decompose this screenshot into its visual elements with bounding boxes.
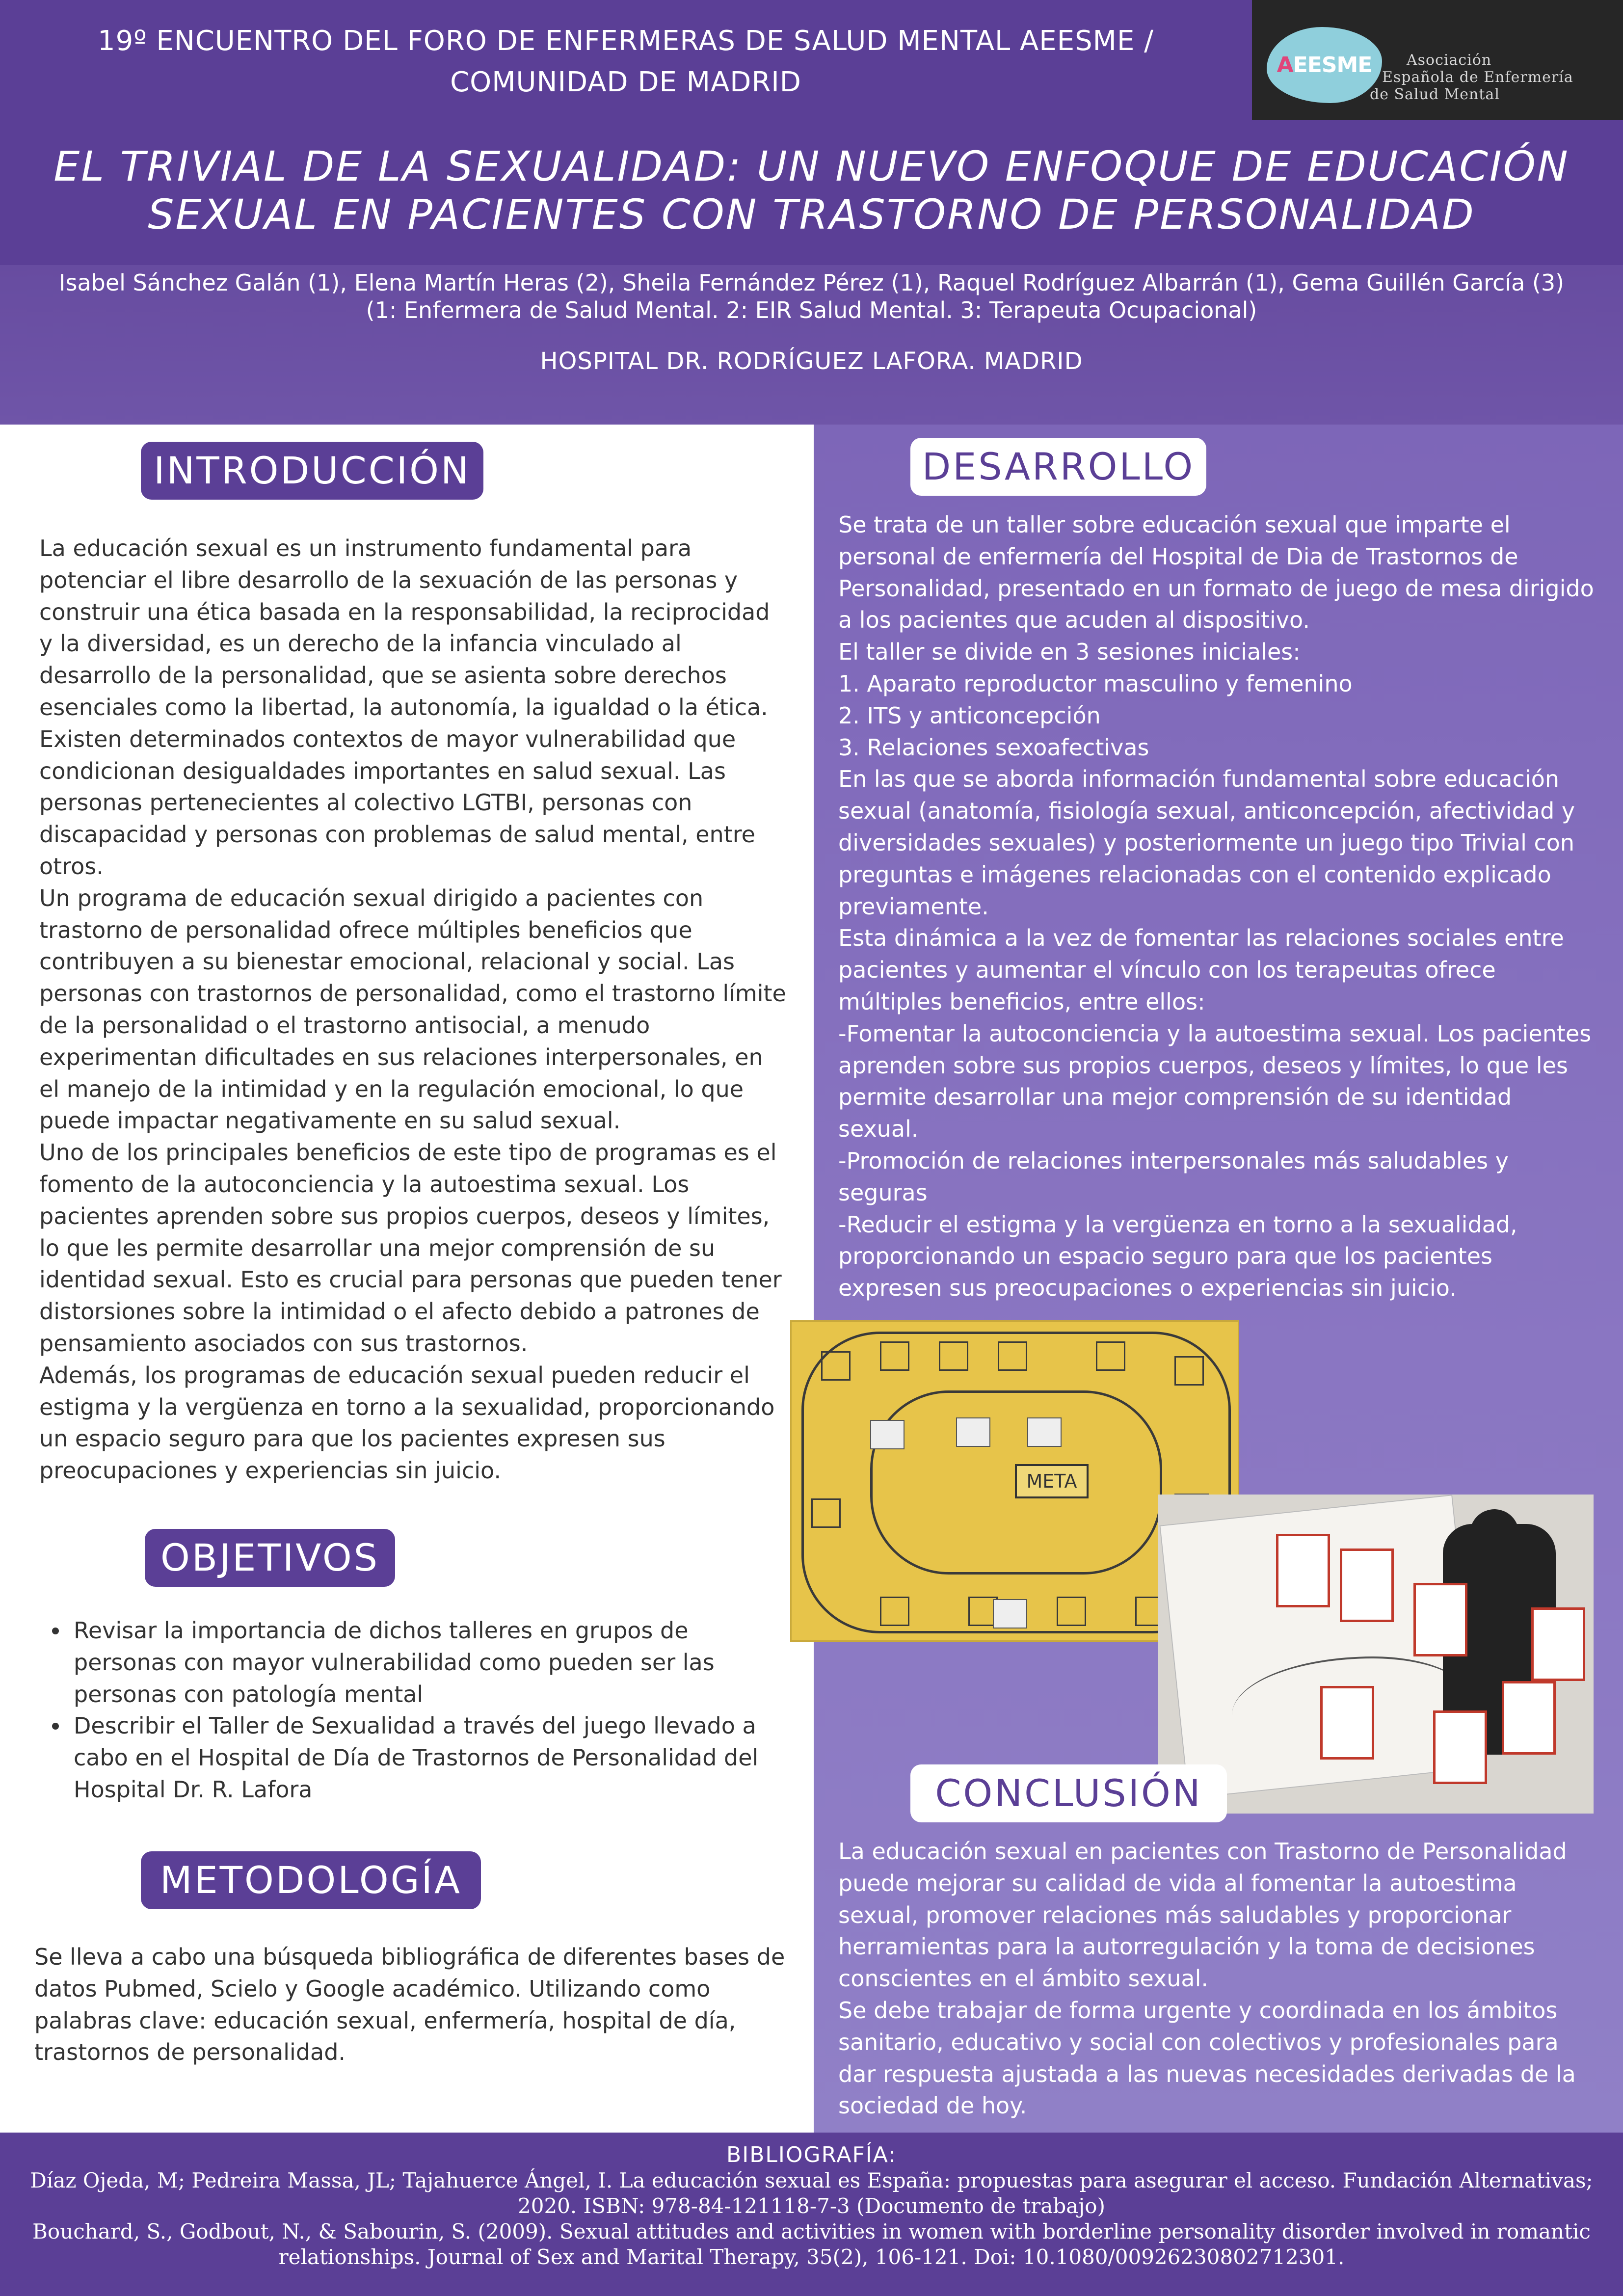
board-cell [880,1341,909,1371]
board-image-card [956,1417,990,1447]
conclusion-body [838,1836,1594,2122]
question-card [1433,1710,1487,1784]
objetivos-list [34,1615,785,1806]
desarrollo-line: -Reducir el estigma y la vergüenza en torno a la sexualidad, proporcionando un espacio seguro para que los pacientes expresen sus preocupaciones o experiencias sin juicio. [838,1211,1517,1302]
title-line-2: SEXUAL EN PACIENTES CON TRASTORNO DE PERSONALIDAD [148,190,1475,239]
question-card [1531,1607,1585,1681]
event-line-1: 19º ENCUENTRO DEL FORO DE ENFERMERAS DE SALUD MENTAL AEESME / [97,25,1154,57]
bibliografia-footer [0,2133,1623,2296]
poster-header [0,0,1623,425]
conclusion-heading: CONCLUSIÓN [910,1764,1227,1822]
desarrollo-line: 3. Relaciones sexoafectivas [838,734,1149,761]
desarrollo-line: -Promoción de relaciones interpersonales más saludables y seguras [838,1147,1509,1206]
board-cell [880,1597,909,1626]
objetivos-heading: OBJETIVOS [145,1529,395,1587]
board-cell [1174,1356,1204,1386]
introduccion-paragraph: Uno de los principales beneficios de este tipo de programas es el fomento de la autoconciencia y la autoestima sexual. Los pacientes aprenden sobre sus propios cuerpos, deseos y límites, lo que les permite desarrollar una mejor comprensión de su identidad sexual. Esto es crucial para personas que pueden tener distorsiones sobre la intimidad o el afecto debido a patrones de pensamiento asociados con sus trastornos. [39,1139,782,1357]
event-name [44,21,1207,103]
desarrollo-line: En las que se aborda información fundamental sobre educación sexual (anatomía, fisiología sexual, anticoncepción, afectividad y diversidades sexuales) y posteriormente un juego tipo Trivial con preguntas e imágenes relacionadas con el contenido explicado previamente. [838,766,1575,920]
board-meta-label: META [1015,1464,1089,1498]
anatomy-board-photo [1158,1495,1594,1814]
author-list: Isabel Sánchez Galán (1), Elena Martín Heras (2), Sheila Fernández Pérez (1), Raquel Rodríguez Albarrán (1), Gema Guillén García (3) [58,269,1565,296]
question-card [1320,1686,1374,1760]
board-image-card [993,1599,1027,1629]
logo-mark-first: A [1277,53,1293,78]
introduccion-paragraph: La educación sexual es un instrumento fundamental para potenciar el libre desarrollo de la sexuación de las personas y construir una ética basada en la responsabilidad, la reciprocidad y la diversidad, es un derecho de la infancia vinculado al desarrollo de la personalidad, que se asienta sobre derechos esenciales como la libertad, la autonomía, la igualdad o la ética. [39,535,770,721]
board-cell [811,1498,841,1528]
desarrollo-line: 2. ITS y anticoncepción [838,702,1101,729]
authors [29,269,1594,324]
board-cell [1057,1597,1086,1626]
objetivo-item: Describir el Taller de Sexualidad a través del juego llevado a cabo en el Hospital de Día de Trastornos de Personalidad del Hospital Dr. R. Lafora [34,1710,785,1805]
conclusion-paragraph: Se debe trabajar de forma urgente y coordinada en los ámbitos sanitario, educativo y social con colectivos y profesionales para dar respuesta ajustada a las nuevas necesidades derivadas de la sociedad de hoy. [838,1997,1576,2119]
board-cell [939,1341,968,1371]
metodologia-body: Se lleva a cabo una búsqueda bibliográfica de diferentes bases de datos Pubmed, Scielo y Google académico. Utilizando como palabras clave: educación sexual, enfermería, hospital de día, trastornos de personalidad. [34,1944,785,2066]
desarrollo-body [838,509,1594,1304]
bibliografia-entry: Díaz Ojeda, M; Pedreira Massa, JL; Tajahuerce Ángel, I. La educación sexual es España: propuestas para asegurar el acceso. Fundación Alternativas; 2020. ISBN: 978-84-121118-7-3 (Documento de trabajo) [30,2168,1593,2218]
logo-mark [1267,53,1382,78]
desarrollo-line: -Fomentar la autoconciencia y la autoestima sexual. Los pacientes aprenden sobre sus propios cuerpos, deseos y límites, lo que les permite desarrollar una mejor comprensión de su identidad sexual. [838,1020,1592,1143]
desarrollo-heading: DESARROLLO [910,438,1206,496]
bibliografia-heading: BIBLIOGRAFÍA: [726,2142,897,2167]
desarrollo-line: Esta dinámica a la vez de fomentar las relaciones sociales entre pacientes y aumentar el vínculo con los terapeutas ofrece múltiples beneficios, entre ellos: [838,925,1564,1015]
event-line-2: COMUNIDAD DE MADRID [450,66,801,98]
question-card [1413,1583,1467,1656]
author-affiliations: (1: Enfermera de Salud Mental. 2: EIR Salud Mental. 3: Terapeuta Ocupacional) [366,297,1257,323]
metodologia-heading: METODOLOGÍA [141,1851,481,1909]
introduccion-paragraph: Existen determinados contextos de mayor vulnerabilidad que condicionan desigualdades importantes en salud sexual. Las personas pertenecientes al colectivo LGTBI, personas con discapacidad y personas con problemas de salud mental, entre otros. [39,725,755,880]
poster-title [44,142,1579,239]
logo-text-line-1: Asociación [1407,52,1492,69]
introduccion-body [39,533,790,1487]
introduccion-heading: INTRODUCCIÓN [141,442,483,500]
desarrollo-line: Se trata de un taller sobre educación sexual que imparte el personal de enfermería del Hospital de Dia de Trastornos de Personalidad, presentado en un formato de juego de mesa dirigido a los pacientes que acuden al dispositivo. [838,511,1594,634]
introduccion-paragraph: Un programa de educación sexual dirigido a pacientes con trastorno de personalidad ofrece múltiples beneficios que contribuyen a su bienestar emocional, relacional y social. Las personas con trastornos de personalidad, como el trastorno límite de la personalidad o el trastorno antisocial, a menudo experimentan dificultades en sus relaciones interpersonales, en el manejo de la intimidad y en la regulación emocional, lo que puede impactar negativamente en su salud sexual. [39,884,786,1134]
board-cell [821,1351,851,1381]
question-card [1340,1548,1394,1622]
aeesme-logo [1252,0,1623,120]
logo-text [1370,52,1573,103]
objetivo-item: Revisar la importancia de dichos talleres en grupos de personas con mayor vulnerabilidad como pueden ser las personas con patología mental [34,1615,785,1710]
desarrollo-line: 1. Aparato reproductor masculino y femenino [838,670,1353,697]
logo-blob-icon [1267,27,1382,103]
board-cell [998,1341,1027,1371]
logo-text-line-3: de Salud Mental [1370,86,1500,103]
logo-mark-rest: EESME [1293,53,1372,78]
title-line-1: EL TRIVIAL DE LA SEXUALIDAD: UN NUEVO ENFOQUE DE EDUCACIÓN [53,142,1570,190]
question-card [1276,1534,1330,1607]
conclusion-paragraph: La educación sexual en pacientes con Trastorno de Personalidad puede mejorar su calidad de vida al fomentar la autoestima sexual, promover relaciones más saludables y proporcionar herramientas para la autorregulación y la toma de decisiones conscientes en el ámbito sexual. [838,1838,1567,1992]
logo-text-line-2: Española de Enfermería [1382,69,1573,86]
bibliografia-entry: Bouchard, S., Godbout, N., & Sabourin, S. (2009). Sexual attitudes and activities in women with borderline personality disorder involved in romantic relationships. Journal of Sex and Marital Therapy, 35(2), 106-121. Doi: 10.1080/00926230802712301. [32,2219,1591,2269]
question-card [1502,1681,1556,1755]
desarrollo-line: El taller se divide en 3 sesiones iniciales: [838,639,1301,666]
board-cell [1096,1341,1125,1371]
hospital-name: HOSPITAL DR. RODRÍGUEZ LAFORA. MADRID [540,347,1083,375]
board-image-card [870,1420,905,1449]
board-image-card [1027,1417,1062,1447]
introduccion-paragraph: Además, los programas de educación sexual pueden reducir el estigma y la vergüenza en torno a la sexualidad, proporcionando un espacio seguro para que los pacientes expresen sus preocupaciones y experiencias sin juicio. [39,1362,775,1484]
